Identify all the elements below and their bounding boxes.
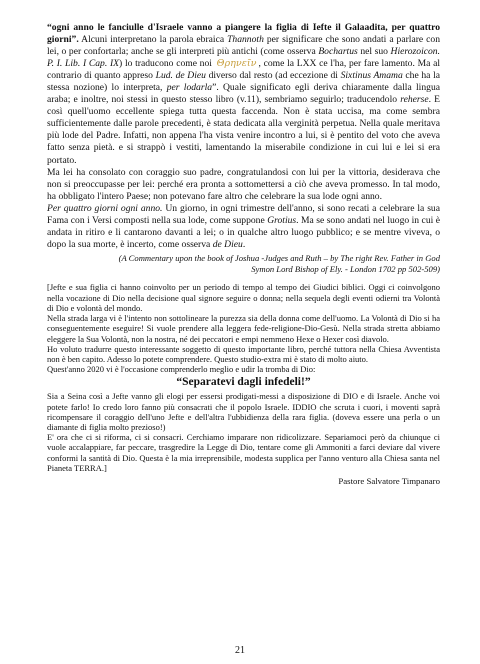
greek-word: Θρηνεῖν — [216, 58, 257, 70]
source-citation: (A Commentary upon the book of Joshua -Judges and Ruth – by The right Rev. Father in God Symon Lord Bishop of Ely. - London 1702 pp 502-509) — [118, 252, 440, 274]
page-number: 21 — [235, 645, 245, 656]
note-paragraph-1: [Jefte e sua figlia ci hanno coinvolto per un periodo di tempo al tempo dei Giudici biblici. Oggi ci coinvolgono nella vocazione di Dio nella decisione qual signore seguire o donna; nella sequela degli eventi odierni tra Volontà di Dio e volontà del mondo. — [47, 282, 440, 313]
commentary-paragraph-3: Per quattro giorni ogni anno. Un giorno, in ogni trimestre dell'anno, si sono recati a celebrare la sua Fama con i Versi composti nella sua lode, come suppone Grotius. Ma se sono andati nel luogo in cui è andata in ritiro e li cantarono davanti a lei; o in qualche altro luogo pubblico; e se mentre viveva, o dopo la sua morte, è incerto, come osserva de Dieu. — [47, 202, 440, 250]
note-paragraph-5: Sia a Seina così a Jefte vanno gli elogi per essersi prodigati-messi a disposizione di DIO e di Israele. Anche voi potete farlo! Io credo loro fanno più consacrati che il popolo Israele. IDDIO che scruta i cuori, i moventi saprà ricompensare il coraggio dell'uno Jefte e dell'altra l'ubbidienza della rara figlia. (doveva essere una perla o un diamante di figlia molto prezioso!) — [47, 391, 440, 432]
commentary-section — [47, 22, 440, 274]
note-paragraph-2: Nella strada larga vi è l'intento non sottolineare la purezza sia della donna come dell'uomo. La Volontà di Dio si ha conseguentemente eseguire! Si vuole prendere alla leggera fede-religione-Dio-Gesù. Nella strada stretta abbiamo eleggere la Sua Volontà, non la nostra, né dei peccatori e empi nemmeno Hexe o Hexer così diavolo. — [47, 313, 440, 344]
signature: Pastore Salvatore Timpanaro — [338, 475, 440, 486]
pastor-note-section — [47, 282, 440, 486]
note-paragraph-4: Quest'anno 2020 vi è l'occasione comprenderlo meglio e udir la tromba di Dio: — [47, 364, 316, 375]
quoted-verse: “ogni anno le fanciulle d'Israele vanno a piangere la figlia di Iefte il Galaadita, per quattro giorni”. — [47, 22, 440, 46]
note-paragraph-3: Ho voluto tradurre questo interessante soggetto di questo importante libro, perché tuttora nella Chiesa Avventista non è ben capito. Adesso lo potete comprendere. Questo studio-extra mi è stato di molto aiuto. — [47, 343, 440, 364]
commentary-paragraph-1: “ogni anno le fanciulle d'Israele vanno a piangere la figlia di Iefte il Galaadita, per quattro giorni”. Alcuni interpretano la parola ebraica Thannoth per significare che sono andati a parlare con lei, o per confortarla; anche se gli interpreti più antichi (come osserva Bochartus nel suo Hierozoicon. P. I. Lib. I Cap. IX) lo traducono come noi Θρηνεῖν , come la LXX ce l'ha, per fare lamento. Ma al contrario di quanto appreso Lud. de Dieu diverso dal resto (ad eccezione di Sixtinus Amama che ha la stessa nozione) lo interpreta, per lodarla”. Quale significato egli deriva chiaramente dalla lingua araba; e inoltre, noi stessi in questo stesso libro (v.11), sembriamo seguirlo; traducendolo reherse. E così quell'uomo eccellente spiega tutta questa faccenda. Non è stata uccisa, ma come sembra sufficientemente dalle parole precedenti, è stata dedicata alla verginità perpetua. Nella quale meritava più lode del Padre. Infatti, non appena l'ha vista venire incontro a lui, si è pentito del voto che aveva fatto senza pietà. e si strappò i vestiti, lamentando la miserabile condizione in cui lui e lei si era portato. — [47, 22, 441, 166]
commentary-paragraph-2: Ma lei ha consolato con coraggio suo padre, congratulandosi con lui per la vittoria, desiderava che non si preoccupasse per lei: perché era pronta a sottomettersi a ciò che aveva promesso. In tal modo, ha obbligato l'intero Paese; non potevano fare altro che celebrare la sua lode ogni anno. — [47, 166, 440, 202]
note-heading: “Separatevi dagli infedeli!” — [176, 376, 311, 389]
note-paragraph-6: E' ora che ci si riforma, ci si consacri. Cerchiamo imparare non ridicolizzare. Separiamoci però da chiunque ci vuole accalappiare, far peccare, trasgredire la Legge di Dio, tentare come gli Ammoniti a farci deviare dal vivere conformi la santità di Dio. Questa è la mia irreprensibile, modesta supplica per l'anno venturo alla Chiesa santa nel Pianeta TERRA.] — [47, 432, 440, 473]
